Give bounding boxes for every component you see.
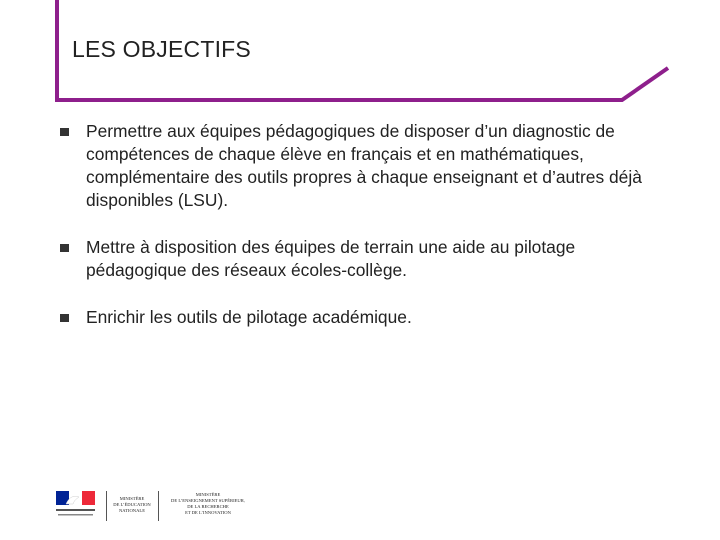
bullet-item — [56, 306, 666, 329]
logo-divider — [158, 491, 159, 521]
square-bullet-icon — [60, 314, 69, 322]
ministry-higher-education-label: MINISTÈRE DE L’ENSEIGNEMENT SUPÉRIEUR, DE LA RECHERCHE ET DE L’INNOVATION — [171, 492, 245, 515]
bullet-line: pédagogique des réseaux écoles-collège. — [86, 260, 407, 280]
bullet-item — [56, 120, 666, 212]
square-bullet-icon — [60, 128, 69, 136]
logo-divider — [106, 491, 107, 521]
bullet-line: Permettre aux équipes pédagogiques de disposer d’un diagnostic de — [86, 121, 615, 141]
bullet-line: Mettre à disposition des équipes de terrain une aide au pilotage — [86, 237, 576, 257]
ministry-education-label: MINISTÈRE DE L’ÉDUCATION NATIONALE — [113, 496, 151, 513]
bullet-line: disponibles (LSU). — [86, 190, 229, 210]
slide-title: LES OBJECTIFS — [72, 36, 251, 62]
bullet-item — [56, 236, 666, 282]
bullet-list — [56, 120, 666, 353]
bullet-line: compétences de chaque élève en français et en mathématiques, — [86, 144, 584, 164]
bullet-line: Enrichir les outils de pilotage académique. — [86, 307, 412, 327]
bullet-line: complémentaire des outils propres à chaque enseignant et d’autres déjà — [86, 167, 642, 187]
footer-logos — [52, 487, 256, 523]
marianne-logo-icon — [52, 487, 100, 523]
square-bullet-icon — [60, 244, 69, 252]
